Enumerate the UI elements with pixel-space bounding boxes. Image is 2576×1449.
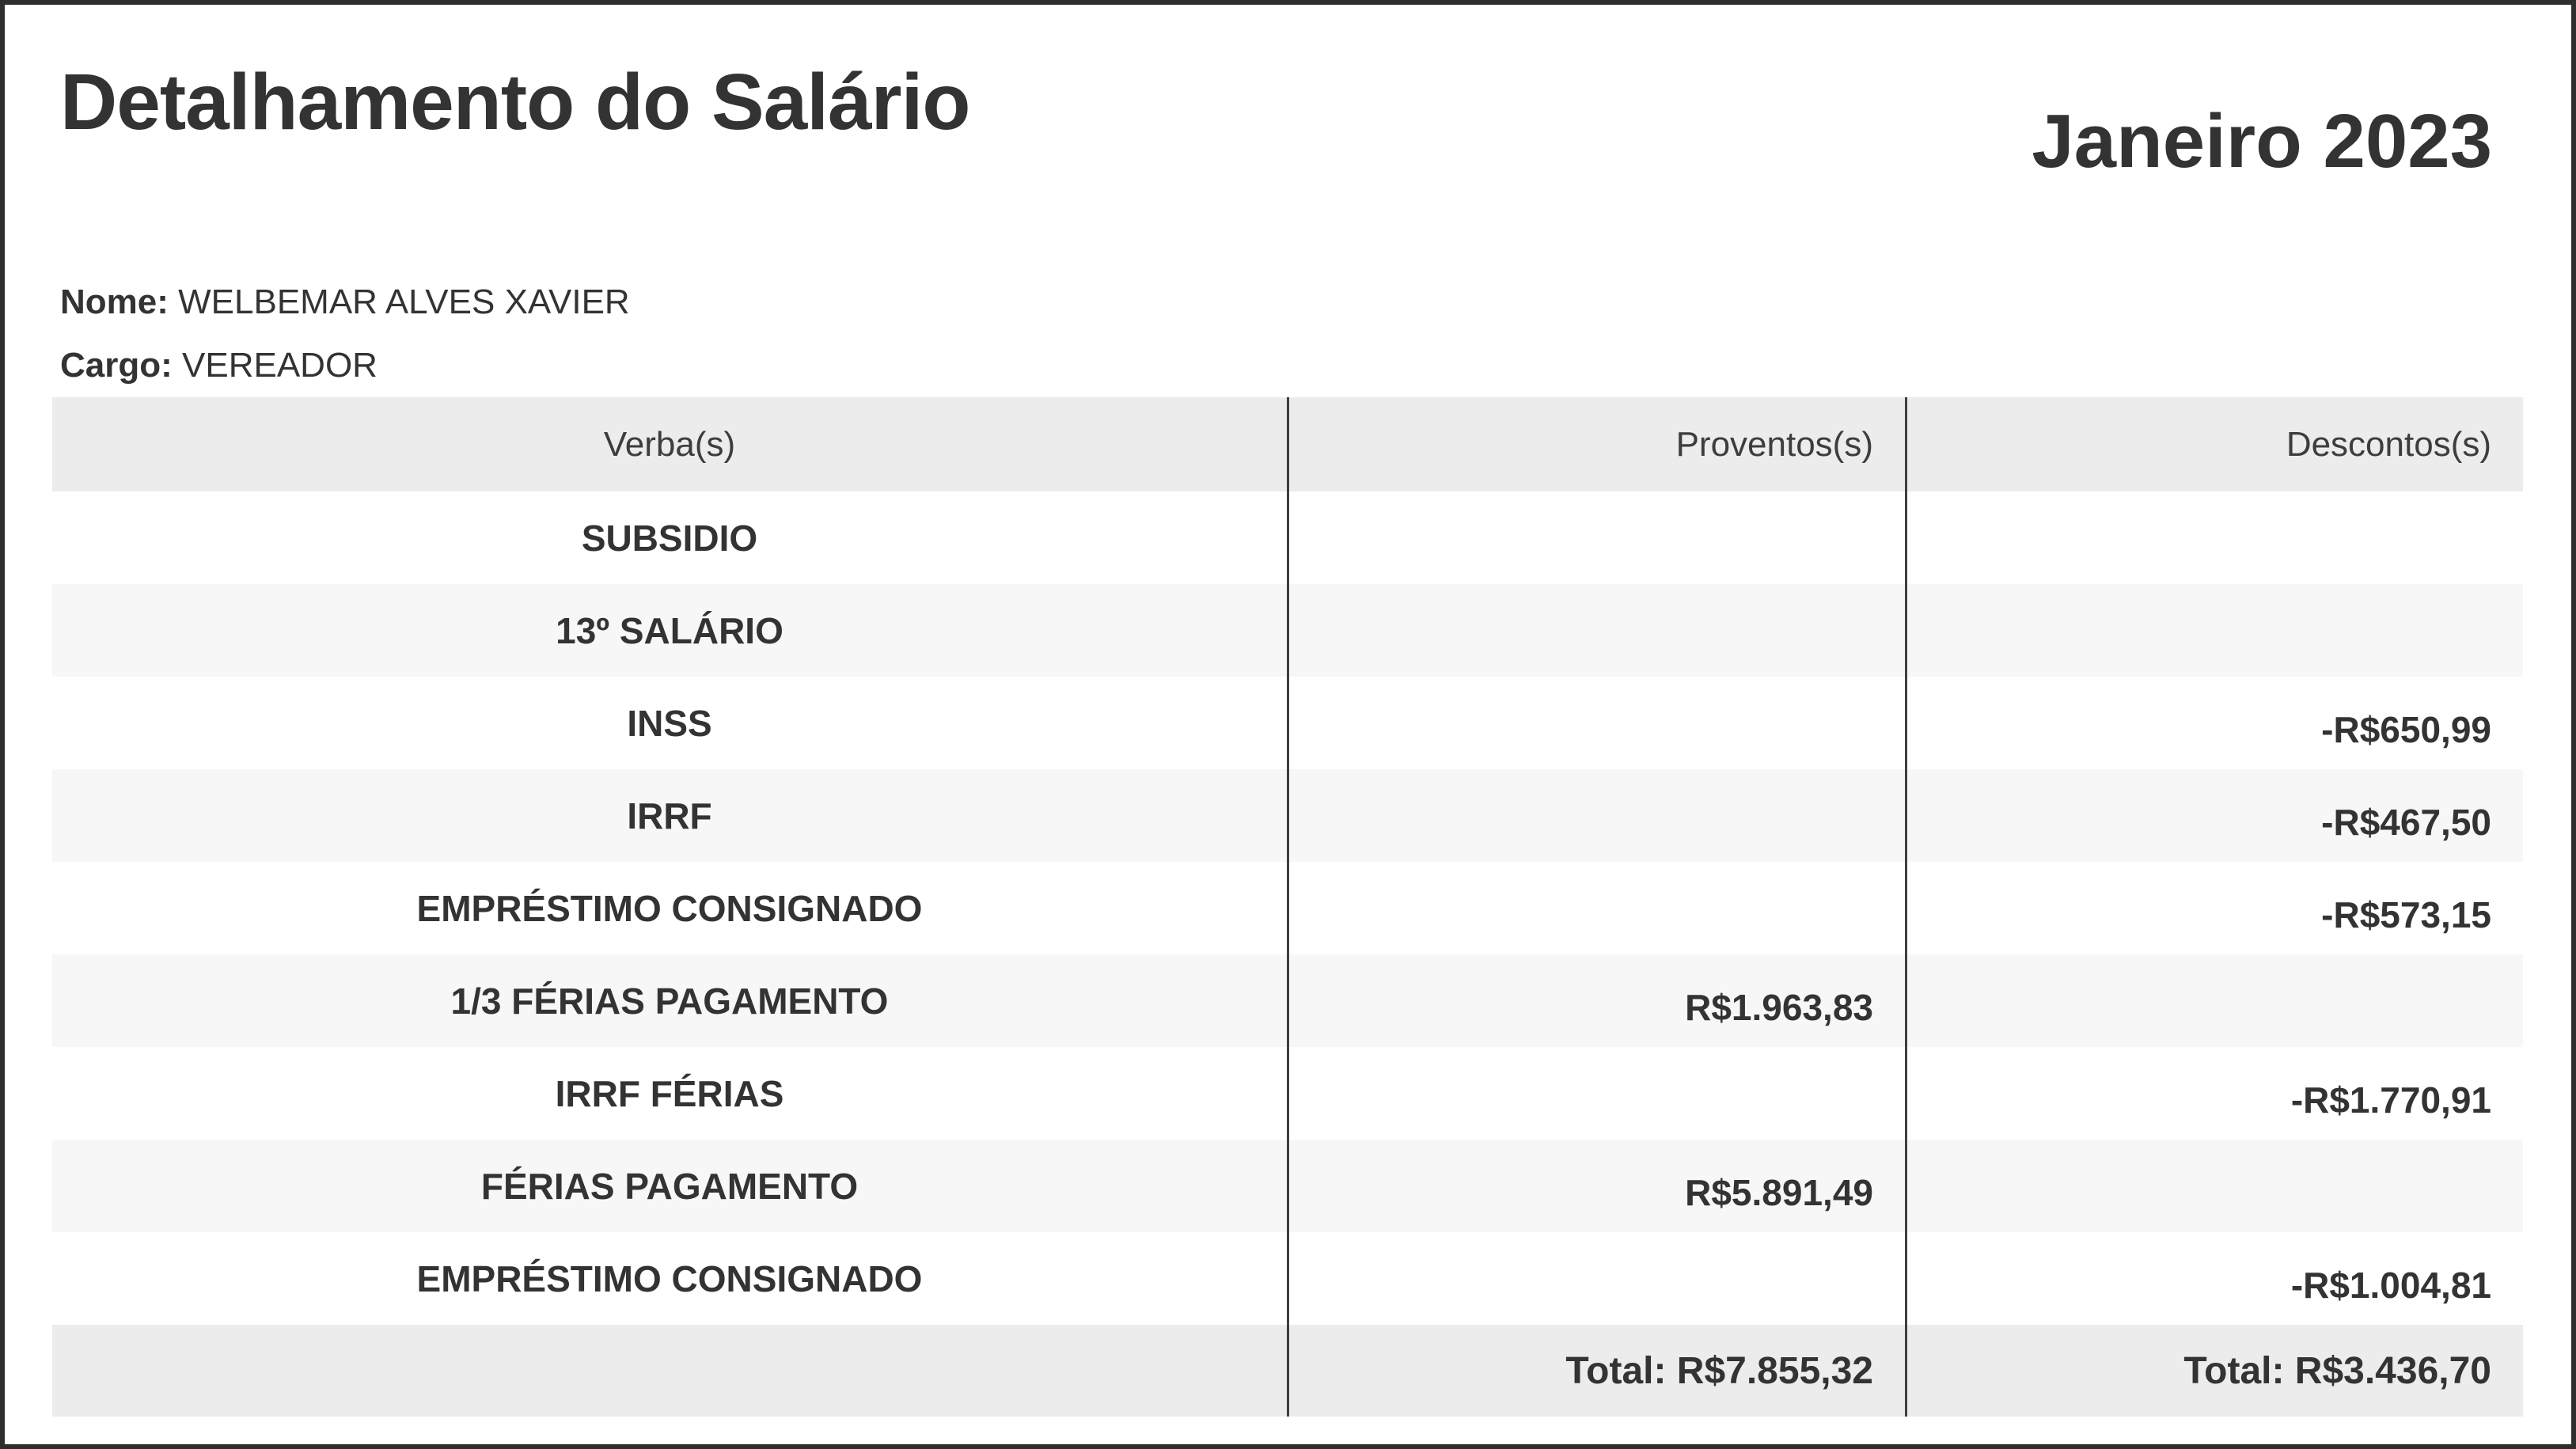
provento-cell [1287, 584, 1905, 677]
verba-cell: INSS [627, 702, 712, 744]
column-header-proventos: Proventos(s) [1287, 397, 1905, 491]
verba-cell: SUBSIDIO [581, 517, 758, 559]
column-header-descontos: Descontos(s) [1905, 397, 2523, 491]
table-body [52, 491, 2523, 1325]
verba-cell: 13º SALÁRIO [556, 609, 783, 651]
employee-role-line [60, 334, 2571, 397]
employee-role-label: Cargo: [60, 346, 173, 385]
table-row [52, 677, 2523, 769]
desconto-cell: -R$573,15 [1905, 862, 2523, 954]
desconto-cell: -R$650,99 [1905, 677, 2523, 769]
desconto-cell: -R$1.004,81 [1905, 1232, 2523, 1325]
desconto-cell [1905, 1140, 2523, 1232]
verba-cell: FÉRIAS PAGAMENTO [480, 1165, 859, 1207]
desconto-cell [1905, 584, 2523, 677]
table-total-row [52, 1325, 2523, 1417]
salary-table [52, 397, 2523, 1417]
table-row [52, 584, 2523, 677]
provento-cell: R$1.963,83 [1287, 954, 1905, 1047]
total-descontos-cell: Total: R$3.436,70 [1905, 1325, 2523, 1417]
table-row [52, 769, 2523, 862]
page-title: Detalhamento do Salário [60, 58, 970, 146]
desconto-cell: -R$467,50 [1905, 769, 2523, 862]
period-label: Janeiro 2023 [2032, 99, 2492, 184]
table-row [52, 954, 2523, 1047]
table-row [52, 1140, 2523, 1232]
table-row [52, 1047, 2523, 1140]
employee-info [60, 271, 2571, 397]
provento-cell: R$5.891,49 [1287, 1140, 1905, 1232]
employee-name-label: Nome: [60, 283, 169, 322]
table-header-row [52, 397, 2523, 491]
verba-cell: EMPRÉSTIMO CONSIGNADO [416, 887, 923, 929]
provento-cell [1287, 491, 1905, 584]
verba-cell: IRRF FÉRIAS [555, 1072, 784, 1114]
desconto-cell [1905, 954, 2523, 1047]
column-header-verba: Verba(s) [603, 424, 736, 464]
total-spacer-cell [52, 1325, 1287, 1417]
desconto-cell: -R$1.770,91 [1905, 1047, 2523, 1140]
verba-cell: IRRF [627, 795, 712, 836]
provento-cell [1287, 1232, 1905, 1325]
provento-cell [1287, 677, 1905, 769]
provento-cell [1287, 862, 1905, 954]
page-header [5, 5, 2571, 185]
verba-cell: EMPRÉSTIMO CONSIGNADO [416, 1257, 923, 1299]
provento-cell [1287, 769, 1905, 862]
total-proventos-cell: Total: R$7.855,32 [1287, 1325, 1905, 1417]
table-row [52, 491, 2523, 584]
desconto-cell [1905, 491, 2523, 584]
employee-name-line [60, 271, 2571, 334]
provento-cell [1287, 1047, 1905, 1140]
verba-cell: 1/3 FÉRIAS PAGAMENTO [450, 980, 889, 1022]
employee-name-value: WELBEMAR ALVES XAVIER [178, 283, 630, 322]
table-row [52, 1232, 2523, 1325]
employee-role-value: VEREADOR [182, 346, 377, 385]
table-row [52, 862, 2523, 954]
